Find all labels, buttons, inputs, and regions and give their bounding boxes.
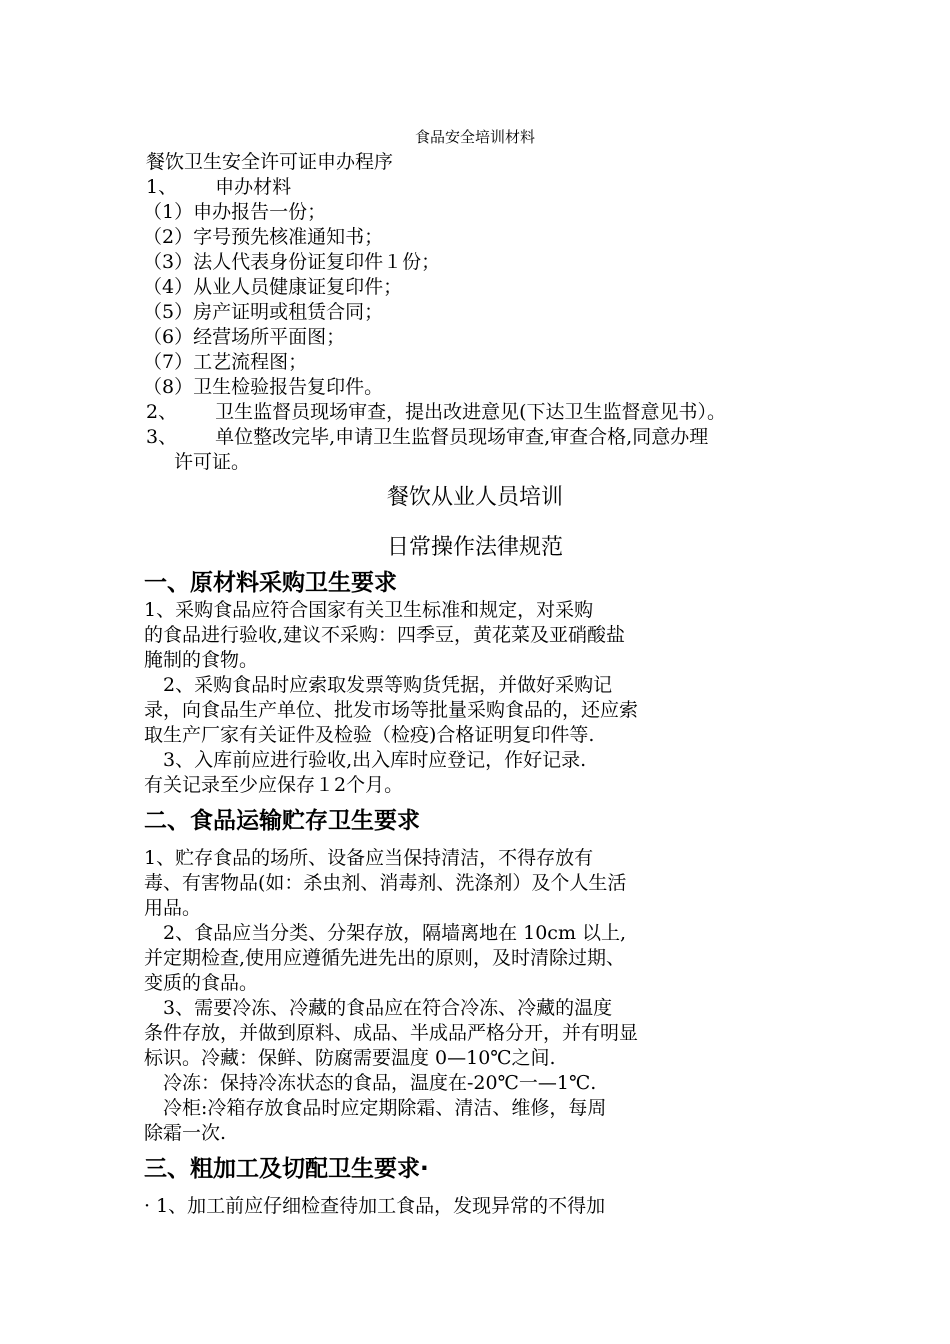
paragraph-line: 除霜一次. xyxy=(144,1122,227,1144)
material-item: （7）工艺流程图； xyxy=(143,351,308,373)
norms-title: 日常操作法律规范 xyxy=(386,535,563,560)
section-2-heading: 二、食品运输贮存卫生要求 xyxy=(144,808,420,834)
training-title: 餐饮从业人员培训 xyxy=(386,485,563,510)
step-2-number: 2、 xyxy=(146,401,178,423)
paragraph-line: 标识。冷藏：保鲜、防腐需要温度 0—10℃之间. xyxy=(144,1047,556,1069)
paragraph-line: 用品。 xyxy=(144,897,202,919)
paragraph-line: 2、采购食品时应索取发票等购货凭据，并做好采购记 xyxy=(144,674,613,696)
paragraph-line: 条件存放，并做到原料、成品、半成品严格分开，并有明显 xyxy=(144,1022,639,1044)
paragraph-line: 录，向食品生产单位、批发市场等批量采购食品的，还应索 xyxy=(144,699,639,721)
step-2-text: 卫生监督员现场审查，提出改进意见(下达卫生监督意见书）。 xyxy=(215,401,727,423)
step-3-continuation: 许可证。 xyxy=(174,451,251,473)
paragraph-line: 1、采购食品应符合国家有关卫生标准和规定，对采购 xyxy=(144,599,594,621)
step-1 xyxy=(146,175,291,199)
paragraph-line: 1、贮存食品的场所、设备应当保持清洁，不得存放有 xyxy=(144,847,594,869)
paragraph-line: 取生产厂家有关证件及检验（检疫)合格证明复印件等. xyxy=(144,724,595,746)
material-item: （4）从业人员健康证复印件； xyxy=(143,276,403,298)
section-3-heading: 三、粗加工及切配卫生要求· xyxy=(144,1156,429,1182)
paragraph-line: 2、食品应当分类、分架存放，隔墙离地在 10cm 以上, xyxy=(144,922,627,944)
paragraph-line: · 1、加工前应仔细检查待加工食品，发现异常的不得加 xyxy=(144,1195,606,1217)
paragraph-line: 并定期检查,使用应遵循先进先出的原则，及时清除过期、 xyxy=(144,947,626,969)
page-header: 食品安全培训材料 xyxy=(414,128,535,146)
paragraph-line: 3、入库前应进行验收,出入库时应登记，作好记录. xyxy=(144,749,587,771)
step-3 xyxy=(146,425,708,449)
paragraph-line: 3、需要冷冻、冷藏的食品应在符合冷冻、冷藏的温度 xyxy=(144,997,613,1019)
material-item: （5）房产证明或租赁合同； xyxy=(143,301,384,323)
material-item: （6）经营场所平面图； xyxy=(143,326,346,348)
step-3-text: 单位整改完毕,申请卫生监督员现场审查,审查合格,同意办理 xyxy=(215,426,709,448)
paragraph-line: 有关记录至少应保存１2个月。 xyxy=(144,774,404,796)
document-title: 餐饮卫生安全许可证申办程序 xyxy=(146,151,394,173)
paragraph-line: 冷柜:冷箱存放食品时应定期除霜、清洁、维修，每周 xyxy=(144,1097,607,1119)
step-2 xyxy=(146,400,726,424)
paragraph-line: 毒、有害物品(如：杀虫剂、消毒剂、洗涤剂）及个人生活 xyxy=(144,872,627,894)
material-item: （3）法人代表身份证复印件１份； xyxy=(143,251,441,273)
step-1-label: 申办材料 xyxy=(215,176,292,198)
paragraph-line: 变质的食品。 xyxy=(144,972,259,994)
material-item: （2）字号预先核准通知书； xyxy=(143,226,384,248)
paragraph-line: 的食品进行验收,建议不采购：四季豆，黄花菜及亚硝酸盐 xyxy=(144,624,626,646)
material-item: （8）卫生检验报告复印件。 xyxy=(143,376,384,398)
step-3-number: 3、 xyxy=(146,426,178,448)
material-item: （1）申办报告一份； xyxy=(143,201,327,223)
section-1-heading: 一、原材料采购卫生要求 xyxy=(144,570,397,596)
step-1-number: 1、 xyxy=(146,176,178,198)
paragraph-line: 腌制的食物。 xyxy=(144,649,259,671)
paragraph-line: 冷冻：保持冷冻状态的食品，温度在-20℃一—1℃. xyxy=(144,1072,597,1094)
